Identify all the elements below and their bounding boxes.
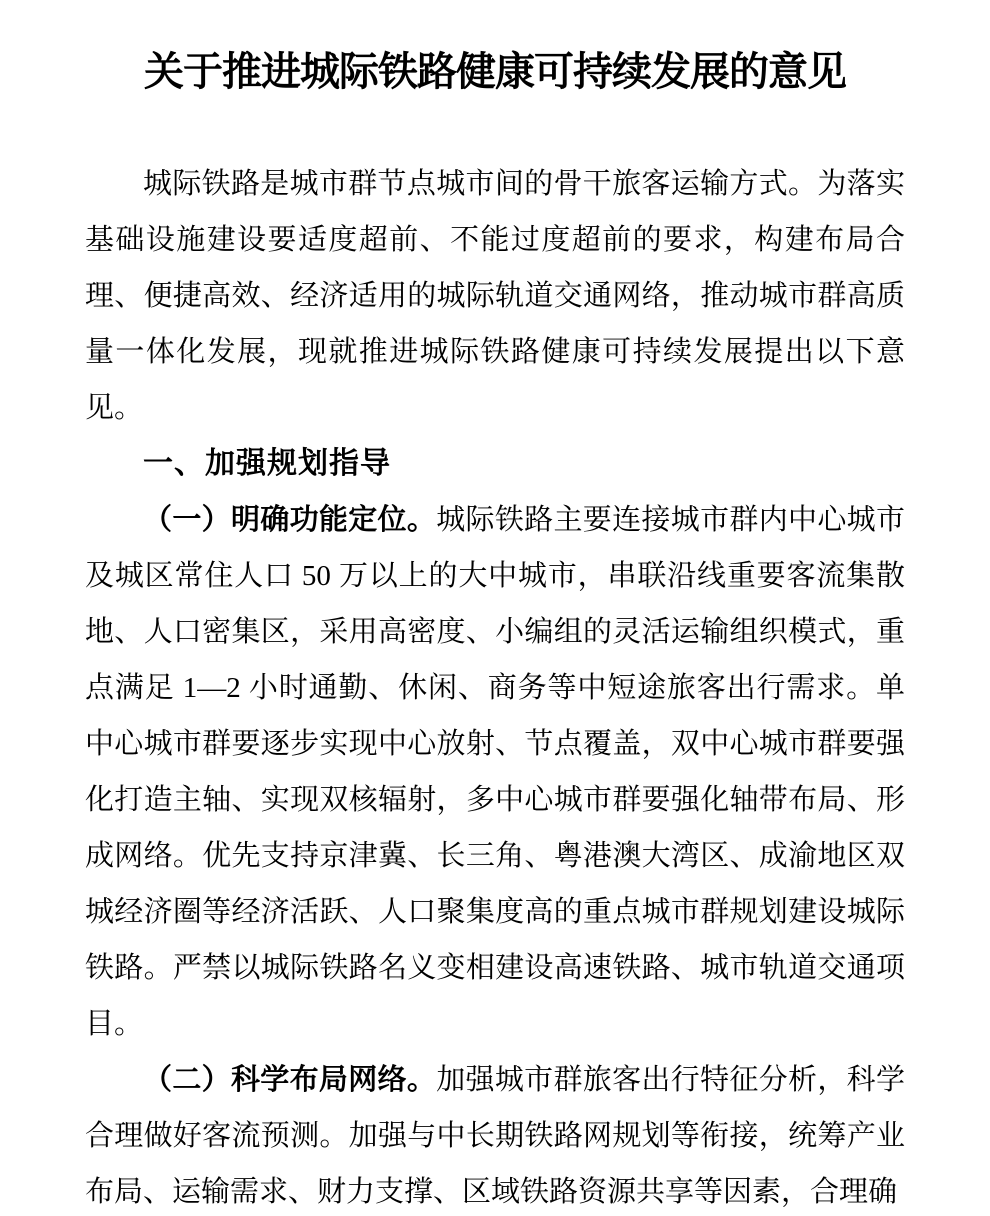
document-title: 关于推进城际铁路健康可持续发展的意见 (144, 49, 846, 94)
paragraph-2-text: 加强城市群旅客出行特征分析，科学合理做好客流预测。加强与中长期铁路网规划等衔接，统筹产业布局、运输需求、财力支撑、区域铁路资源共享等因素，合理确 (85, 1064, 905, 1208)
intro-paragraph: 城际铁路是城市群节点城市间的骨干旅客运输方式。为落实基础设施建设要适度超前、不能过度超前的要求，构建布局合理、便捷高效、经济适用的城际轨道交通网络，推动城市群高质量一体化发展，现就推进城际铁路健康可持续发展提出以下意见。 (85, 168, 905, 424)
paragraph-2-lead: （二）科学布局网络。 (143, 1064, 437, 1096)
section-heading-1: 一、加强规划指导 (143, 447, 391, 480)
paragraph-1-lead: （一）明确功能定位。 (143, 504, 437, 536)
paragraph-1-text: 城际铁路主要连接城市群内中心城市及城区常住人口 50 万以上的大中城市，串联沿线重要客流集散地、人口密集区，采用高密度、小编组的灵活运输组织模式，重点满足 1—2 小时通勤、休闲、商务等中短途旅客出行需求。单中心城市群要逐步实现中心放射、节点覆盖，双中心城市群要强化打造主轴、实现双核辐射，多中心城市群要强化轴带布局、形成网络。优先支持京津冀、长三角、粤港澳大湾区、成渝地区双城经济圈等经济活跃、人口聚集度高的重点城市群规划建设城际铁路。严禁以城际铁路名义变相建设高速铁路、城市轨道交通项目。 (85, 504, 905, 1040)
paragraph-item-2 (85, 1052, 905, 1216)
document-body (85, 156, 905, 1216)
paragraph-item-1 (85, 492, 905, 1052)
